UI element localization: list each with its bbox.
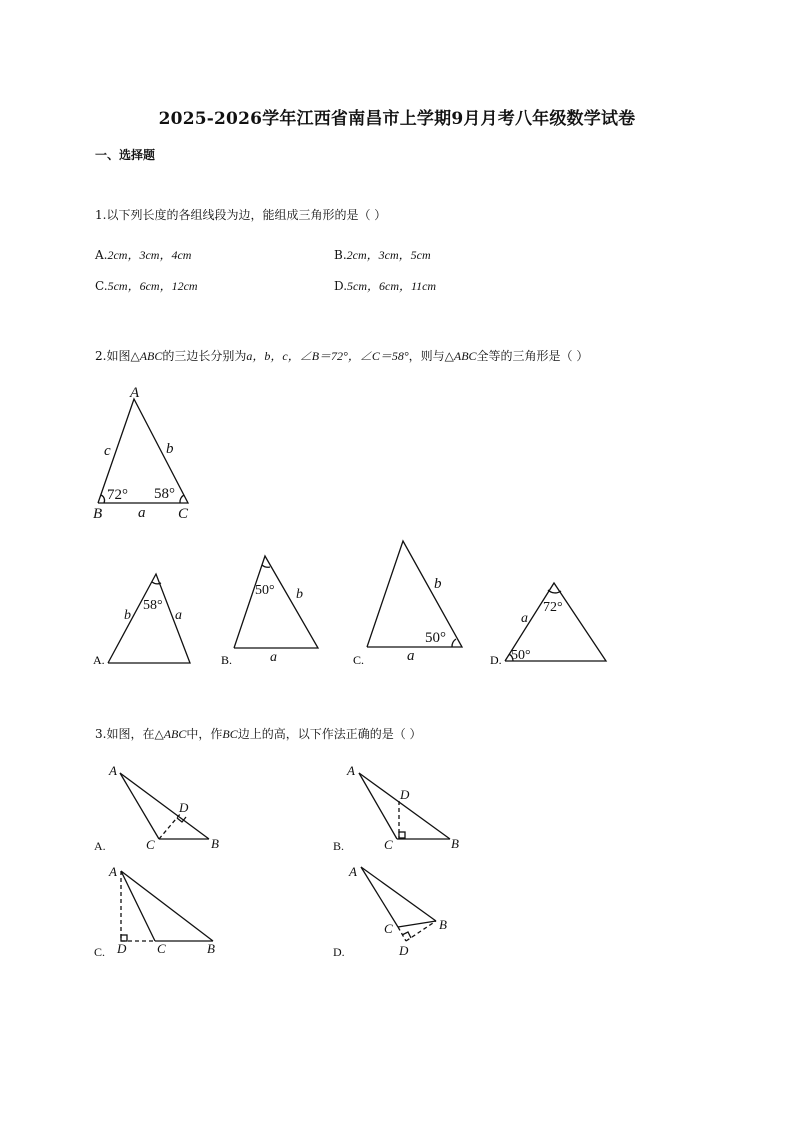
q3-option-b-letter[interactable]: B. xyxy=(333,839,345,853)
q2-option-c-side2: a xyxy=(407,648,415,664)
option-letter: B. xyxy=(334,248,347,262)
q3-a-label-A: A xyxy=(109,763,117,778)
q2-option-d-angle1: 72° xyxy=(543,600,563,615)
q2-main-label-B: B xyxy=(93,506,103,522)
q3-d-label-B: B xyxy=(439,917,447,932)
stem-part: 中，作 xyxy=(186,727,223,741)
stem-part: ，则与△ xyxy=(408,349,454,363)
stem-part: ABC xyxy=(453,349,477,363)
q2-option-b-angle: 50° xyxy=(255,583,275,598)
q2-option-b-side2: a xyxy=(270,650,277,665)
option-text: 2cm，3cm，4cm xyxy=(107,248,192,262)
q3-c-label-D: D xyxy=(117,941,127,956)
q3-option-c-letter[interactable]: C. xyxy=(94,945,106,959)
option-letter: D. xyxy=(334,279,348,293)
stem-part: 3.如图，在△ xyxy=(95,727,164,741)
q3-c-label-B: B xyxy=(207,941,215,956)
q2-main-label-c: c xyxy=(104,443,111,459)
q3-option-c-figure xyxy=(121,871,213,941)
stem-part: ABC xyxy=(139,349,163,363)
q3-b-label-A: A xyxy=(347,763,355,778)
stem-part: 的三边长分别为 xyxy=(162,349,247,363)
stem-part: 2.如图△ xyxy=(95,349,140,363)
q2-main-label-C: C xyxy=(178,506,189,522)
option-text: 5cm，6cm，11cm xyxy=(347,279,437,293)
q2-option-a-angle: 58° xyxy=(143,598,163,613)
q2-option-c-side1: b xyxy=(434,576,442,592)
option-letter: C. xyxy=(95,279,108,293)
q2-option-a-side1: b xyxy=(124,608,131,623)
q3-b-label-B: B xyxy=(451,836,459,851)
q3-a-label-B: B xyxy=(211,836,219,851)
q3-option-a-figure xyxy=(120,773,209,839)
question-1-stem: 1.以下列长度的各组线段为边，能组成三角形的是（ ） xyxy=(95,208,387,222)
q3-option-b-figure xyxy=(359,773,450,839)
page-title: 2025-2026学年江西省南昌市上学期9月月考八年级数学试卷 xyxy=(158,109,636,129)
q2-main-angle-B: 72° xyxy=(107,487,128,503)
q3-a-label-D: D xyxy=(179,800,189,815)
q2-main-label-a: a xyxy=(138,505,146,521)
stem-part: 边上的高，以下作法正确的是（ ） xyxy=(237,727,422,741)
stem-part: 全等的三角形是（ ） xyxy=(476,349,589,363)
q2-option-d-letter[interactable]: D. xyxy=(490,653,502,667)
q3-a-label-C: C xyxy=(146,837,155,852)
option-text: 5cm，6cm，12cm xyxy=(107,279,198,293)
q2-option-b-letter[interactable]: B. xyxy=(221,653,233,667)
q2-main-label-b: b xyxy=(166,441,174,457)
q3-option-d-letter[interactable]: D. xyxy=(333,945,345,959)
q2-option-c-angle: 50° xyxy=(425,630,446,646)
section-heading: 一、选择题 xyxy=(95,148,156,162)
q2-main-angle-C: 58° xyxy=(154,486,175,502)
option-letter: A. xyxy=(95,248,108,262)
q3-d-label-A: A xyxy=(349,864,357,879)
q2-option-d-angle2: 50° xyxy=(511,648,531,663)
stem-part: a，b，c，∠B＝72°，∠C＝58° xyxy=(246,349,409,363)
q3-c-label-A: A xyxy=(109,864,117,879)
q2-option-a-letter[interactable]: A. xyxy=(93,653,105,667)
stem-part: ABC xyxy=(163,727,187,741)
q3-option-a-letter[interactable]: A. xyxy=(94,839,106,853)
q2-option-d-side1: a xyxy=(521,611,528,626)
stem-part: BC xyxy=(222,727,238,741)
q2-option-c-letter[interactable]: C. xyxy=(353,653,365,667)
q2-option-a-side2: a xyxy=(175,608,182,623)
q2-main-label-A: A xyxy=(130,385,140,401)
q3-b-label-D: D xyxy=(400,787,410,802)
q3-d-label-C: C xyxy=(384,921,393,936)
q3-option-d-figure xyxy=(361,867,436,941)
q3-b-label-C: C xyxy=(384,837,393,852)
option-text: 2cm，3cm，5cm xyxy=(346,248,431,262)
q3-d-label-D: D xyxy=(399,943,409,958)
q2-option-b-side1: b xyxy=(296,587,303,602)
q3-c-label-C: C xyxy=(157,941,166,956)
